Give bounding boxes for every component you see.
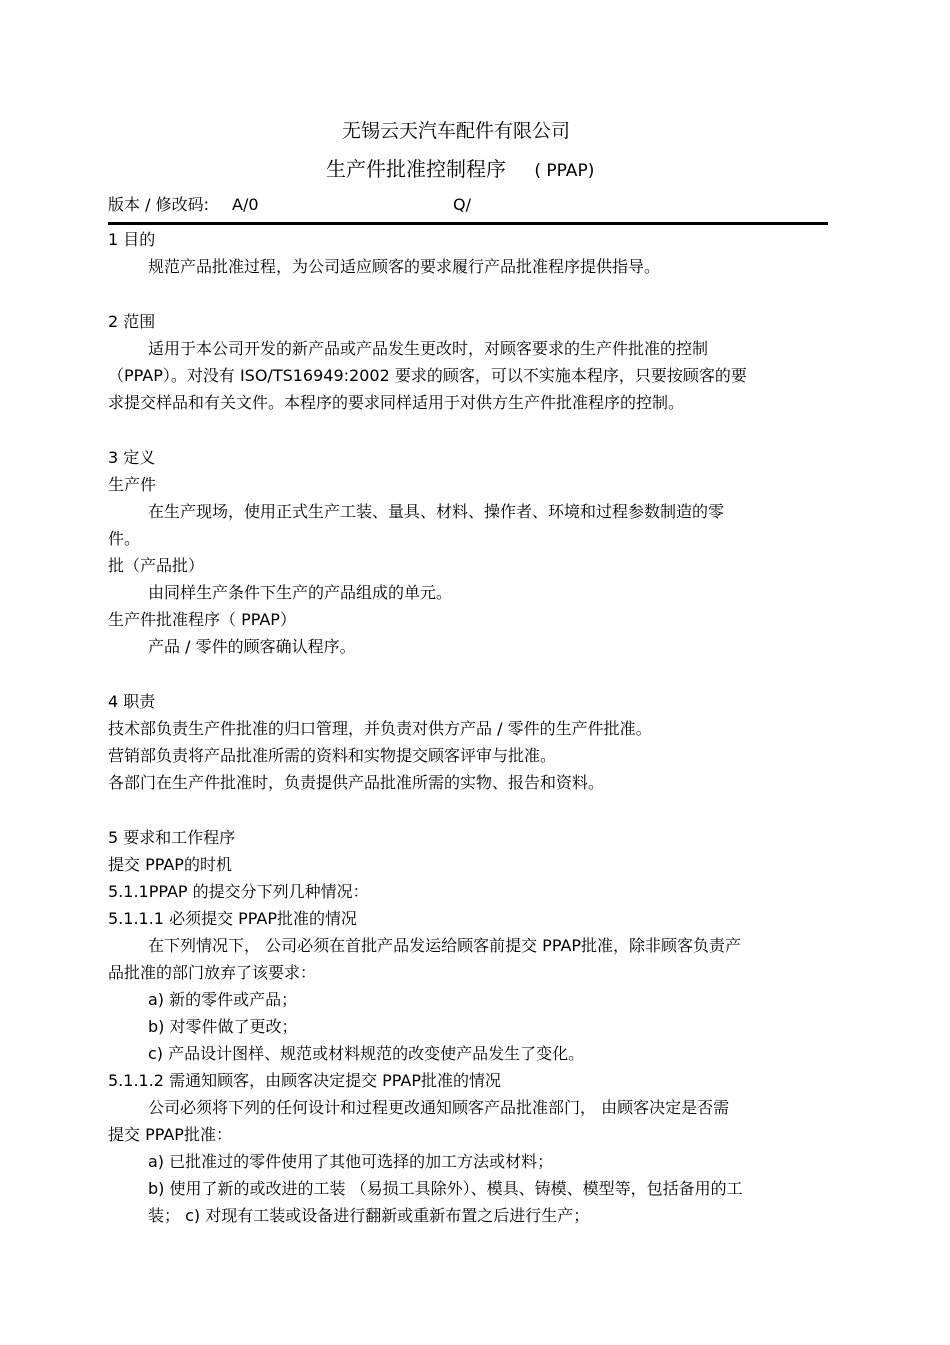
section-1-text: 规范产品批准过程，为公司适应顾客的要求履行产品批准程序提供指导。: [148, 257, 661, 276]
list-item-2b-line-2: 装； c) 对现有工装或设备进行翻新或重新布置之后进行生产；: [148, 1206, 590, 1225]
section-2-line-2: （PPAP）。对没有 ISO/TS16949:2002 要求的顾客，可以不实施本程序，只要按顾客的要: [108, 366, 747, 385]
term-production-part: 生产件: [108, 475, 157, 494]
section-4-heading: 4 职责: [108, 692, 156, 711]
section-1-heading: 1 目的: [108, 230, 156, 249]
clause-5-1-1-1-text-2: 品批准的部门放弃了该要求：: [108, 963, 317, 982]
list-item-2a: a) 已批准过的零件使用了其他可选择的加工方法或材料；: [148, 1152, 554, 1171]
responsibility-1: 技术部负责生产件批准的归口管理，并负责对供方产品 / 零件的生产件批准。: [108, 719, 652, 738]
title-text: 生产件批准控制程序: [326, 157, 506, 181]
company-name: 无锡云天汽车配件有限公司: [342, 120, 571, 142]
definition-ppap: 产品 / 零件的顾客确认程序。: [148, 637, 356, 656]
responsibility-3: 各部门在生产件批准时，负责提供产品批准所需的实物、报告和资料。: [108, 773, 605, 792]
clause-5-1-1-1: 5.1.1.1 必须提交 PPAP批准的情况: [108, 909, 358, 928]
version-value: A/0: [232, 195, 259, 214]
clause-5-1-1-2-text-1: 公司必须将下列的任何设计和过程更改通知顾客产品批准部门， 由顾客决定是否需: [148, 1098, 730, 1117]
section-5-subheading: 提交 PPAP的时机: [108, 855, 232, 874]
title-code: ( PPAP): [534, 161, 595, 181]
list-item-c: c) 产品设计图样、规范或材料规范的改变使产品发生了变化。: [148, 1044, 585, 1063]
term-ppap: 生产件批准程序（ PPAP）: [108, 610, 296, 629]
clause-5-1-1-1-text-1: 在下列情况下， 公司必须在首批产品发运给顾客前提交 PPAP批准，除非顾客负责产: [148, 936, 742, 955]
definition-production-part-2: 件。: [108, 529, 141, 548]
list-item-b: b) 对零件做了更改；: [148, 1017, 298, 1036]
section-2-heading: 2 范围: [108, 312, 156, 331]
definition-production-part-1: 在生产现场，使用正式生产工装、量具、材料、操作者、环境和过程参数制造的零: [148, 502, 725, 521]
clause-5-1-1: 5.1.1PPAP 的提交分下列几种情况：: [108, 882, 369, 901]
clause-5-1-1-2-text-2: 提交 PPAP批准：: [108, 1125, 232, 1144]
header-divider: [108, 222, 828, 225]
responsibility-2: 营销部负责将产品批准所需的资料和实物提交顾客评审与批准。: [108, 746, 557, 765]
document-title: [326, 159, 594, 181]
section-2-line-1: 适用于本公司开发的新产品或产品发生更改时，对顾客要求的生产件批准的控制: [148, 339, 709, 358]
version-label: 版本 / 修改码:: [108, 195, 209, 214]
section-2-line-3: 求提交样品和有关文件。本程序的要求同样适用于对供方生产件批准程序的控制。: [108, 393, 685, 412]
term-batch: 批（产品批）: [108, 556, 205, 575]
section-5-heading: 5 要求和工作程序: [108, 828, 236, 847]
clause-5-1-1-2: 5.1.1.2 需通知顾客，由顾客决定提交 PPAP批准的情况: [108, 1071, 502, 1090]
document-number: Q/: [453, 195, 471, 214]
list-item-a: a) 新的零件或产品；: [148, 990, 298, 1009]
list-item-2b-line-1: b) 使用了新的或改进的工装 （易损工具除外）、模具、铸模、模型等，包括备用的工: [148, 1179, 743, 1198]
section-3-heading: 3 定义: [108, 448, 156, 467]
definition-batch: 由同样生产条件下生产的产品组成的单元。: [148, 583, 453, 602]
